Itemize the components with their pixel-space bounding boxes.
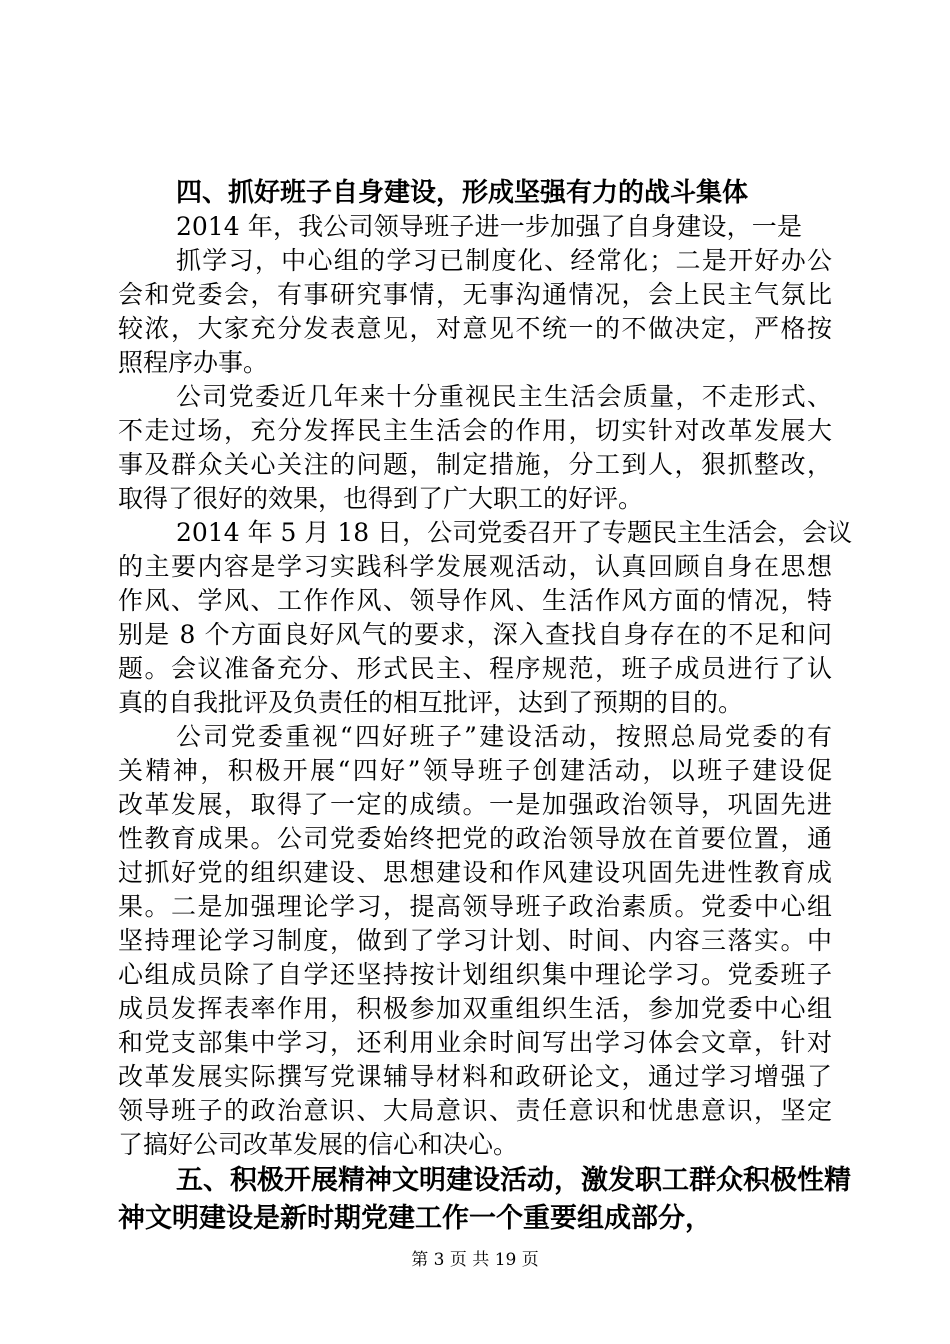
- paragraph-line: 公司党委近几年来十分重视民主生活会质量，不走形式、: [176, 382, 832, 411]
- paragraph-line: 改革发展，取得了一定的成绩。一是加强政治领导，巩固先进: [118, 790, 832, 819]
- section-heading-4: 四、抓好班子自身建设，形成坚强有力的战斗集体: [176, 178, 749, 208]
- paragraph-line: 公司党委重视“四好班子”建设活动，按照总局党委的有: [176, 722, 832, 751]
- paragraph-line: 会和党委会，有事研究事情，无事沟通情况，会上民主气氛比: [118, 280, 832, 309]
- heading-line: 五、积极开展精神文明建设活动，激发职工群众积极性精: [176, 1165, 851, 1196]
- paragraph-line: 坚持理论学习制度，做到了学习计划、时间、内容三落实。中: [118, 926, 832, 955]
- paragraph-line: 别是 8 个方面良好风气的要求，深入查找自身存在的不足和问: [118, 620, 832, 649]
- paragraph-line: 成员发挥表率作用，积极参加双重组织生活，参加党委中心组: [118, 994, 832, 1023]
- paragraph-line: 改革发展实际撰写党课辅导材料和政研论文，通过学习增强了: [118, 1062, 832, 1091]
- paragraph-line: 作风、学风、工作作风、领导作风、生活作风方面的情况，特: [118, 586, 832, 615]
- paragraph-line: 不走过场，充分发挥民主生活会的作用，切实针对改革发展大: [118, 416, 832, 445]
- paragraph-line: 取得了很好的效果，也得到了广大职工的好评。: [118, 484, 644, 513]
- paragraph-line: 2014 年，我公司领导班子进一步加强了自身建设，一是: [176, 212, 802, 241]
- paragraph-line: 果。二是加强理论学习，提高领导班子政治素质。党委中心组: [118, 892, 832, 921]
- paragraph-line: 真的自我批评及负责任的相互批评，达到了预期的目的。: [118, 688, 744, 717]
- paragraph-line: 领导班子的政治意识、大局意识、责任意识和忧患意识，坚定: [118, 1096, 832, 1125]
- paragraph-line: 过抓好党的组织建设、思想建设和作风建设巩固先进性教育成: [118, 858, 832, 887]
- paragraph-line: 的主要内容是学习实践科学发展观活动，认真回顾自身在思想: [118, 552, 832, 581]
- paragraph-line: 心组成员除了自学还坚持按计划组织集中理论学习。党委班子: [118, 960, 832, 989]
- paragraph-line: 2014 年 5 月 18 日，公司党委召开了专题民主生活会，会议: [176, 518, 853, 547]
- paragraph-line: 照程序办事。: [118, 348, 269, 377]
- heading-line: 神文明建设是新时期党建工作一个重要组成部分，: [118, 1203, 712, 1234]
- paragraph-line: 性教育成果。公司党委始终把党的政治领导放在首要位置，通: [118, 824, 832, 853]
- page-number-footer: 第 3 页 共 19 页: [411, 1250, 539, 1270]
- paragraph-line: 了搞好公司改革发展的信心和决心。: [118, 1130, 519, 1159]
- document-body: [118, 176, 853, 1238]
- paragraph-line: 和党支部集中学习，还利用业余时间写出学习体会文章，针对: [118, 1028, 832, 1057]
- paragraph-line: 事及群众关心关注的问题，制定措施，分工到人，狠抓整改，: [118, 450, 832, 479]
- paragraph-1: [118, 210, 832, 380]
- paragraph-line: 题。会议准备充分、形式民主、程序规范，班子成员进行了认: [118, 654, 832, 683]
- paragraph-4: [118, 720, 832, 1162]
- paragraph-2: [118, 380, 832, 516]
- section-heading-5: [118, 1162, 851, 1238]
- paragraph-3: [118, 516, 853, 720]
- paragraph-line: 关精神，积极开展“四好”领导班子创建活动，以班子建设促: [118, 756, 832, 785]
- paragraph-line: 较浓，大家充分发表意见，对意见不统一的不做决定，严格按: [118, 314, 832, 343]
- paragraph-line: 抓学习，中心组的学习已制度化、经常化；二是开好办公: [176, 246, 832, 275]
